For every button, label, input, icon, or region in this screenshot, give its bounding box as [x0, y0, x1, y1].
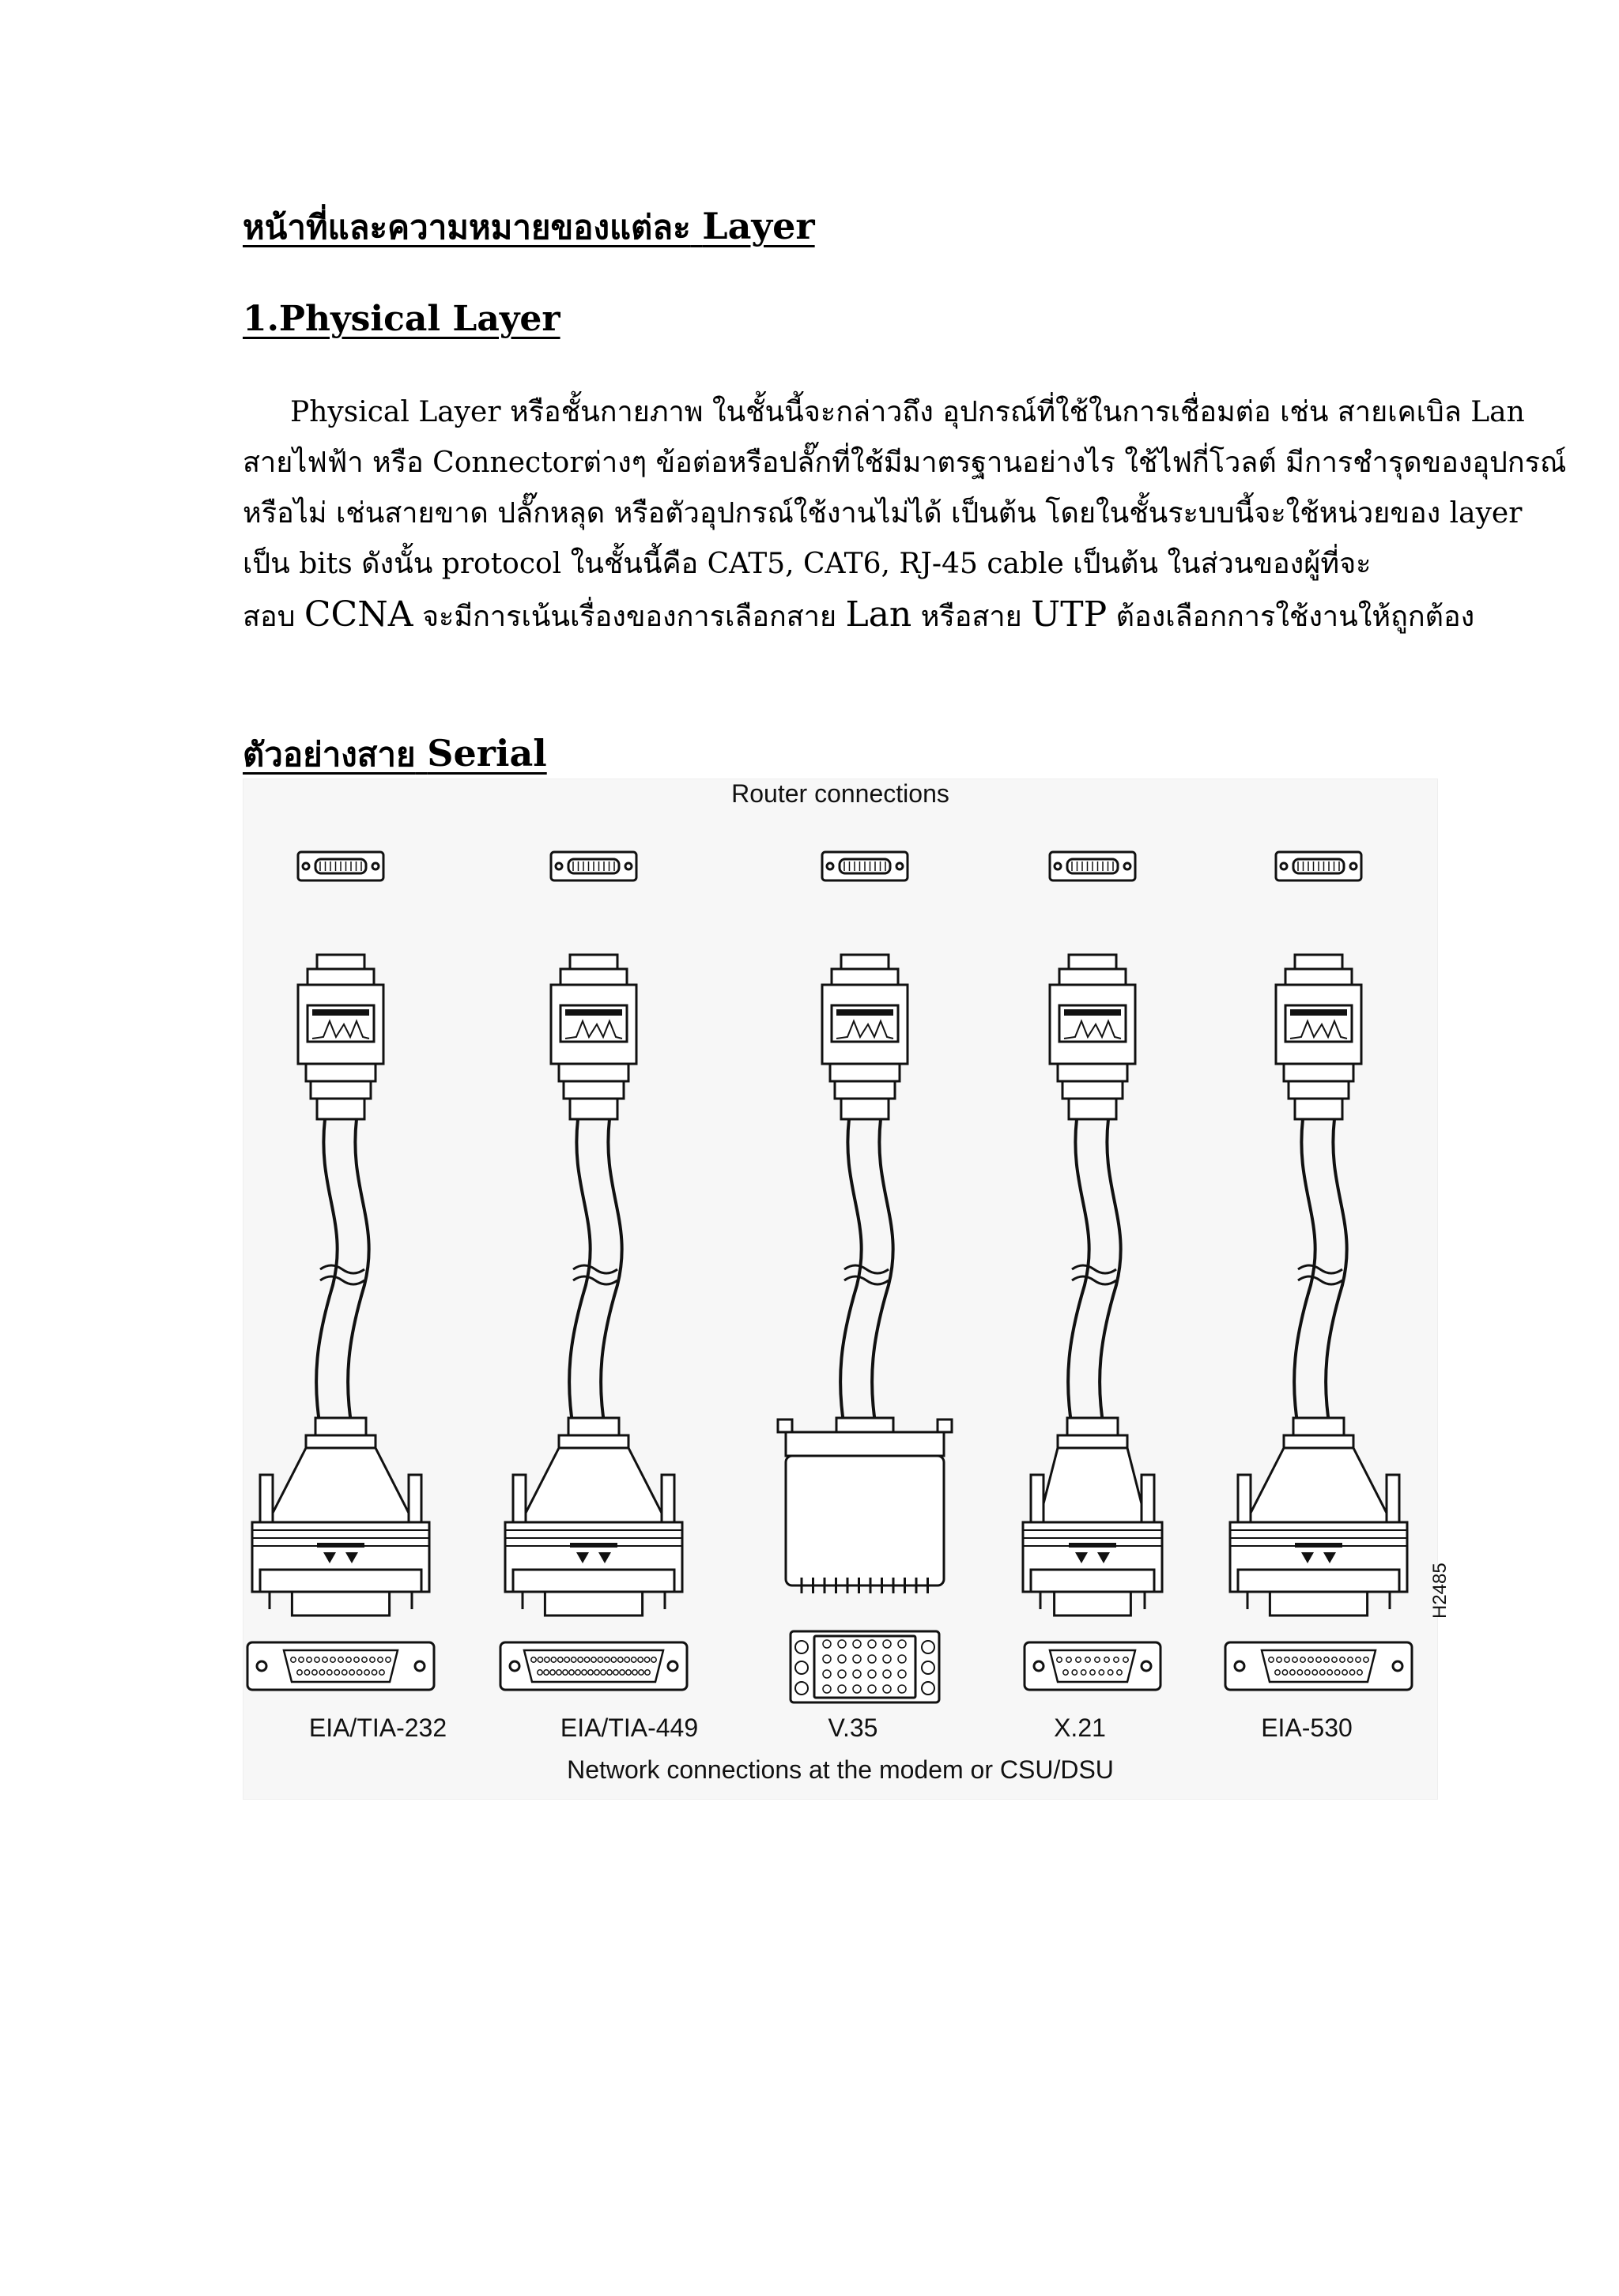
dsub-strain-relief	[1284, 1435, 1353, 1448]
dsub-strain-relief	[306, 1435, 376, 1448]
example-heading-thai: ตัวอย่างสาย	[243, 735, 416, 774]
cable-break	[1072, 1276, 1116, 1284]
page-heading-latin: Layer	[702, 205, 815, 247]
physical-layer-paragraph	[243, 387, 1567, 643]
dsub-shell	[1270, 1592, 1367, 1615]
plug-strain-relief	[1058, 1064, 1127, 1081]
plug-strain-relief	[1295, 1099, 1342, 1119]
paragraph-text: จะมีการเน้นเรื่องของการเลือกสาย	[413, 601, 846, 633]
dsub-thumbscrew	[1238, 1475, 1251, 1522]
plug-strain-relief	[1284, 1064, 1353, 1081]
connector-label: EIA-530	[1261, 1714, 1353, 1742]
dsub-shell	[545, 1592, 642, 1615]
plug-strain-relief	[1289, 1081, 1349, 1099]
dsub-shell	[292, 1592, 389, 1615]
cable-edge	[1326, 1119, 1347, 1443]
dsub-lower	[260, 1570, 421, 1592]
cable-break	[320, 1265, 364, 1273]
cable-break	[1298, 1265, 1342, 1273]
connector-label: EIA/TIA-449	[560, 1714, 699, 1742]
logo-text-bar	[1290, 1009, 1347, 1016]
cable-break	[320, 1276, 364, 1284]
cable-edge	[1068, 1119, 1089, 1443]
dsub-label-bar	[1295, 1543, 1342, 1548]
dsub-label-bar	[1069, 1543, 1116, 1548]
serial-cables-illustration	[243, 779, 1437, 1799]
v35-port-face	[814, 1636, 915, 1698]
paragraph-line: หรือไม่ เช่นสายขาด ปลั๊กหลุด หรือตัวอุปกรณ์ใช้งานไม่ได้ เป็นต้น โดยในชั้นระบบนี้จะใช้หน่วยของ layer	[243, 497, 1523, 530]
cable-edge	[840, 1119, 862, 1443]
cable-break	[573, 1276, 617, 1284]
network-port-face	[524, 1650, 663, 1682]
plug-strain-relief	[841, 1099, 889, 1119]
serial-cable	[1225, 852, 1412, 1690]
dsub-thumbscrew	[1142, 1475, 1154, 1522]
paragraph-text: หรือสาย	[911, 601, 1032, 633]
plug-tip	[1069, 955, 1116, 969]
cable-edge	[1294, 1119, 1315, 1443]
connector-label: V.35	[828, 1714, 878, 1742]
network-port-face	[1262, 1650, 1376, 1682]
page-heading-thai: หน้าที่และความหมายของแต่ละ	[243, 208, 691, 247]
cable-edge	[1100, 1119, 1121, 1443]
network-port-face	[284, 1650, 398, 1682]
connector-label: X.21	[1054, 1714, 1106, 1742]
plug-strain-relief	[306, 1064, 376, 1081]
paragraph-line	[243, 590, 1475, 643]
network-port-face	[1050, 1650, 1135, 1682]
paragraph-term-lan: Lan	[845, 594, 912, 635]
plug-tip	[841, 955, 889, 969]
plug-strain-relief	[830, 1064, 900, 1081]
plug-tip	[317, 955, 364, 969]
plug-collar	[1285, 969, 1352, 985]
paragraph-line: Physical Layer หรือชั้นกายภาพ ในชั้นนี้จะกล่าวถึง อุปกรณ์ที่ใช้ในการเชื่อมต่อ เช่น สายเคเบิล Lan	[290, 396, 1525, 428]
plug-strain-relief	[835, 1081, 895, 1099]
dsub-strain-relief	[315, 1418, 366, 1435]
logo-text-bar	[836, 1009, 893, 1016]
v35-thumbscrew	[938, 1419, 952, 1432]
logo-text-bar	[1064, 1009, 1121, 1016]
plug-strain-relief	[564, 1081, 624, 1099]
cable-break	[1072, 1265, 1116, 1273]
plug-strain-relief	[1069, 1099, 1116, 1119]
dsub-hood	[1246, 1448, 1391, 1522]
plug-collar	[832, 969, 898, 985]
dsub-shell	[1055, 1592, 1131, 1615]
logo-text-bar	[312, 1009, 369, 1016]
dsub-strain-relief	[568, 1418, 619, 1435]
cable-edge	[316, 1119, 338, 1443]
dsub-thumbscrew	[662, 1475, 674, 1522]
logo-text-bar	[565, 1009, 622, 1016]
figure-caption: Network connections at the modem or CSU/DSU	[567, 1755, 1114, 1784]
paragraph-line: สายไฟฟ้า หรือ Connectorต่างๆ ข้อต่อหรือปลั๊กที่ใช้มีมาตรฐานอย่างไร ใช้ไฟกี่โวลต์ มีการชำรุดของอุปกรณ์	[243, 447, 1567, 479]
cable-edge	[348, 1119, 369, 1443]
dsub-thumbscrew	[1031, 1475, 1043, 1522]
plug-collar	[1059, 969, 1126, 985]
serial-cable	[500, 852, 687, 1690]
dsub-thumbscrew	[260, 1475, 273, 1522]
dsub-strain-relief	[1058, 1435, 1127, 1448]
dsub-thumbscrew	[409, 1475, 421, 1522]
v35-thumbscrew	[778, 1419, 792, 1432]
paragraph-line: เป็น bits ดังนั้น protocol ในชั้นนี้คือ CAT5, CAT6, RJ-45 cable เป็นต้น ในส่วนของผู้ที่จะ	[243, 548, 1372, 580]
dsub-thumbscrew	[1387, 1475, 1399, 1522]
plug-tip	[570, 955, 617, 969]
paragraph-term-utp: UTP	[1031, 594, 1108, 635]
section-heading-serial-example	[243, 729, 547, 781]
serial-cables-figure	[243, 779, 1451, 1800]
paragraph-term-ccna: CCNA	[304, 594, 413, 635]
cable-break	[573, 1265, 617, 1273]
example-heading-latin: Serial	[427, 732, 547, 775]
paragraph-text: ต้องเลือกการใช้งานให้ถูกต้อง	[1107, 601, 1475, 633]
cable-edge	[872, 1119, 893, 1443]
cable-break	[844, 1276, 889, 1284]
dsub-strain-relief	[1293, 1418, 1344, 1435]
v35-body	[786, 1456, 944, 1585]
plug-strain-relief	[1062, 1081, 1123, 1099]
cable-break	[844, 1265, 889, 1273]
dsub-lower	[513, 1570, 674, 1592]
figure-code: H2485	[1429, 1563, 1451, 1619]
cable-break	[1298, 1276, 1342, 1284]
section-heading-physical-layer: 1.Physical Layer	[243, 299, 560, 339]
dsub-thumbscrew	[513, 1475, 526, 1522]
serial-cable	[1023, 852, 1162, 1690]
paragraph-text: สอบ	[243, 601, 304, 633]
plug-strain-relief	[317, 1099, 364, 1119]
dsub-lower	[1238, 1570, 1399, 1592]
dsub-strain-relief	[559, 1435, 628, 1448]
dsub-hood	[1039, 1448, 1146, 1522]
figure-title: Router connections	[731, 779, 949, 808]
dsub-lower	[1031, 1570, 1154, 1592]
cable-edge	[569, 1119, 591, 1443]
cable-edge	[601, 1119, 622, 1443]
plug-collar	[308, 969, 374, 985]
plug-collar	[560, 969, 627, 985]
dsub-label-bar	[570, 1543, 617, 1548]
dsub-label-bar	[317, 1543, 364, 1548]
plug-strain-relief	[570, 1099, 617, 1119]
plug-strain-relief	[559, 1064, 628, 1081]
serial-cable	[778, 852, 952, 1702]
dsub-hood	[268, 1448, 413, 1522]
page-heading	[243, 202, 815, 254]
dsub-strain-relief	[1067, 1418, 1118, 1435]
connector-label: EIA/TIA-232	[308, 1714, 447, 1742]
plug-strain-relief	[311, 1081, 371, 1099]
dsub-hood	[521, 1448, 666, 1522]
plug-tip	[1295, 955, 1342, 969]
serial-cable	[247, 852, 434, 1690]
v35-top	[786, 1432, 944, 1456]
